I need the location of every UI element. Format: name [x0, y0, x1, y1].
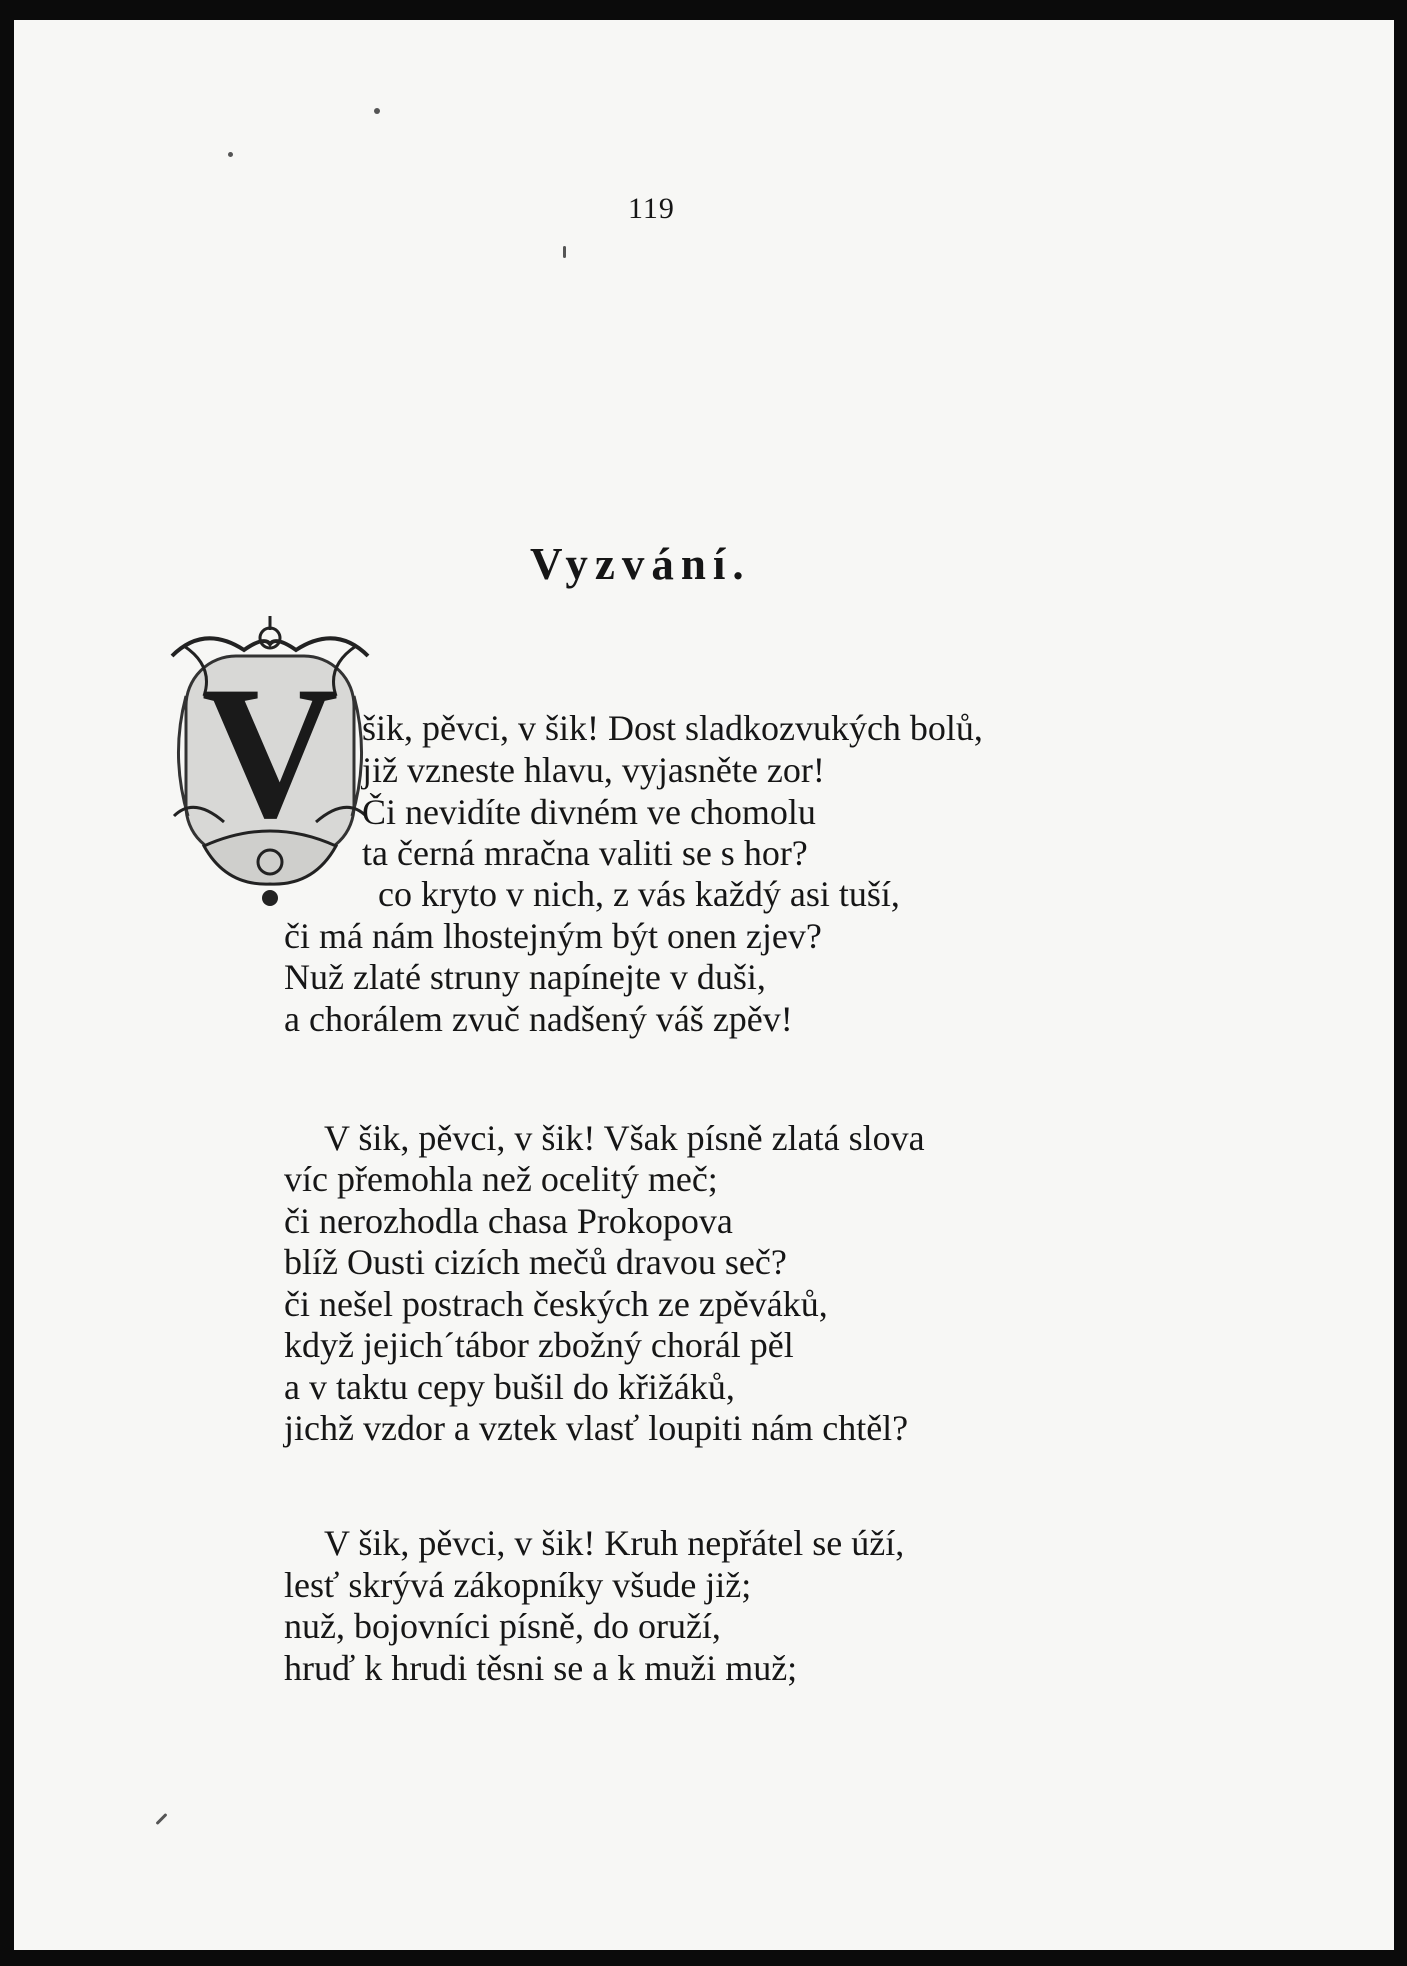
poem-line: a v taktu cepy bušil do křižáků, [284, 1367, 735, 1407]
poem-line: jichž vzdor a vztek vlasť loupiti nám chtěl? [284, 1408, 909, 1448]
poem-line: či nešel postrach českých ze zpěváků, [284, 1284, 828, 1324]
poem-line: co kryto v nich, z vás každý asi tuší, [378, 874, 900, 914]
poem-line: šik, pěvci, v šik! Dost sladkozvukých bolů, [362, 708, 983, 748]
poem-line: nuž, bojovníci písně, do oruží, [284, 1606, 721, 1646]
drop-cap-letter: V [201, 648, 339, 858]
page-number: 119 [628, 192, 675, 225]
scan-border-right [1394, 0, 1407, 1966]
poem-line: lesť skrývá zákopníky všude již; [284, 1565, 752, 1605]
poem-line: ta černá mračna valiti se s hor? [362, 833, 808, 873]
scan-border-left [0, 0, 14, 1966]
poem-line: či má nám lhostejným být onen zjev? [284, 916, 822, 956]
ornamental-initial [164, 616, 376, 908]
poem-line: a chorálem zvuč nadšený váš zpěv! [284, 999, 793, 1039]
poem-line: již vzneste hlavu, vyjasněte zor! [362, 750, 825, 790]
scan-speck [374, 108, 380, 114]
poem-title: Vyzvání. [530, 539, 751, 589]
scan-speck [228, 152, 233, 157]
poem-line: víc přemohla než ocelitý meč; [284, 1159, 718, 1199]
poem-line: hruď k hrudi těsni se a k muži muž; [284, 1648, 798, 1688]
poem-line: když jejich´tábor zbožný chorál pěl [284, 1325, 794, 1365]
poem-line: V šik, pěvci, v šik! Kruh nepřátel se úží, [324, 1523, 905, 1563]
poem-line: Či nevidíte divném ve chomolu [362, 792, 816, 832]
scan-border-top [0, 0, 1407, 20]
poem-line: Nuž zlaté struny napínejte v duši, [284, 957, 766, 997]
scan-speck [563, 246, 566, 258]
scan-border-bottom [0, 1950, 1407, 1966]
poem-line: V šik, pěvci, v šik! Však písně zlatá slova [324, 1118, 925, 1158]
poem-line: blíž Ousti cizích mečů dravou seč? [284, 1242, 787, 1282]
poem-line: či nerozhodla chasa Prokopova [284, 1201, 733, 1241]
